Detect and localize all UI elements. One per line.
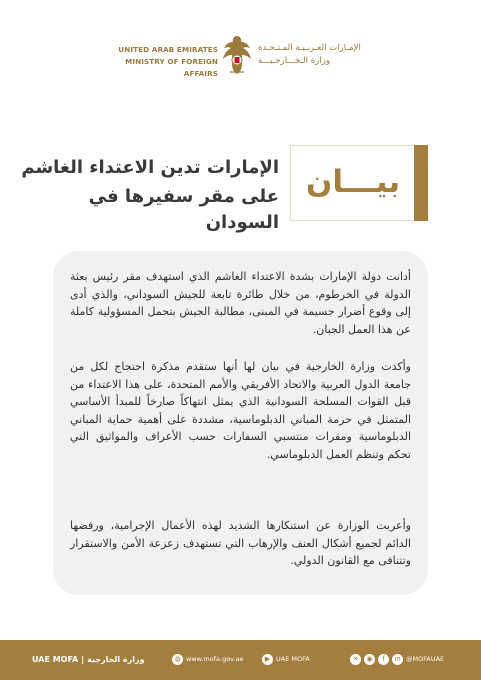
headline-line-1: الإمارات تدين الاعتداء الغاشم (21, 157, 279, 178)
ministry-name-arabic (258, 42, 376, 68)
arabic-line-2: وزارة الـخـــارجـيـــة (258, 56, 331, 66)
uae-falcon-emblem-icon (220, 34, 254, 76)
ministry-name-english (108, 44, 218, 80)
statement-badge-bar (414, 145, 428, 221)
english-line-1: UNITED ARAB EMIRATES (118, 45, 218, 54)
x-icon[interactable]: ✕ (350, 654, 361, 665)
statement-badge-label: بيـــان (305, 164, 401, 200)
paragraph-1: أدانت دولة الإمارات بشدة الاعتداء الغاشم الذي استهدف مقر رئيس بعثة الدولة في الخرطوم، من خلال طائرة تابعة للجيش السوداني، والذي أدى إلى وقوع أضرار جسيمة في المبنى، مطالبة الجيش بتحمل المسؤولية كاملة عن هذا العمل الجبان. (70, 270, 411, 336)
brand-english: UAE MOFA (32, 655, 79, 664)
social-handle: @MOFAUAE (406, 655, 445, 663)
youtube-handle: UAE MOFA (276, 655, 310, 663)
headline-line-2: على مقر سفيرها في السودان (88, 186, 279, 233)
instagram-icon[interactable]: ◉ (364, 654, 375, 665)
paragraph-3: وأعربت الوزارة عن استنكارها الشديد لهذه الأعمال الإجرامية، ورفضها الدائم لجميع أشكال العنف والإرهاب التي تستهدف زعزعة الأمن والاستقرار وتتنافى مع القانون الدولي. (70, 519, 411, 568)
brand-arabic: وزارة الخارجية (87, 655, 145, 664)
brand-separator: | (81, 655, 85, 664)
youtube-link[interactable] (262, 653, 310, 666)
arabic-line-1: الإمـارات العـربـيـة المـتـحـدة (258, 43, 361, 53)
english-line-2: MINISTRY OF FOREIGN AFFAIRS (125, 57, 218, 78)
linkedin-icon[interactable]: in (392, 654, 403, 665)
website-url: www.mofa.gov.ae (186, 655, 244, 663)
paragraph-2: وأكدت وزارة الخارجية في بيان لها أنها ستقدم مذكرة احتجاج لكل من جامعة الدول العربية والاتحاد الأفريقي والأمم المتحدة، على هذا الاعتداء من قبل القوات المسلحة السودانية الذي يمثل انتهاكاً صارخاً للمبدأ الأساسي المتمثل في حرمة المباني الدبلوماسية، مشددة على أهمية حماية المباني الدبلوماسية ومقرات منتسبي السفارات حسب الأعراف والمواثيق التي تحكم وتنظم العمل الدبلوماسي. (70, 360, 411, 461)
social-links[interactable] (350, 653, 444, 666)
facebook-icon[interactable]: f (378, 654, 389, 665)
footer-brand (32, 653, 145, 667)
youtube-icon: ▶ (262, 654, 273, 665)
globe-icon: ◍ (172, 654, 183, 665)
website-link[interactable] (172, 653, 244, 666)
